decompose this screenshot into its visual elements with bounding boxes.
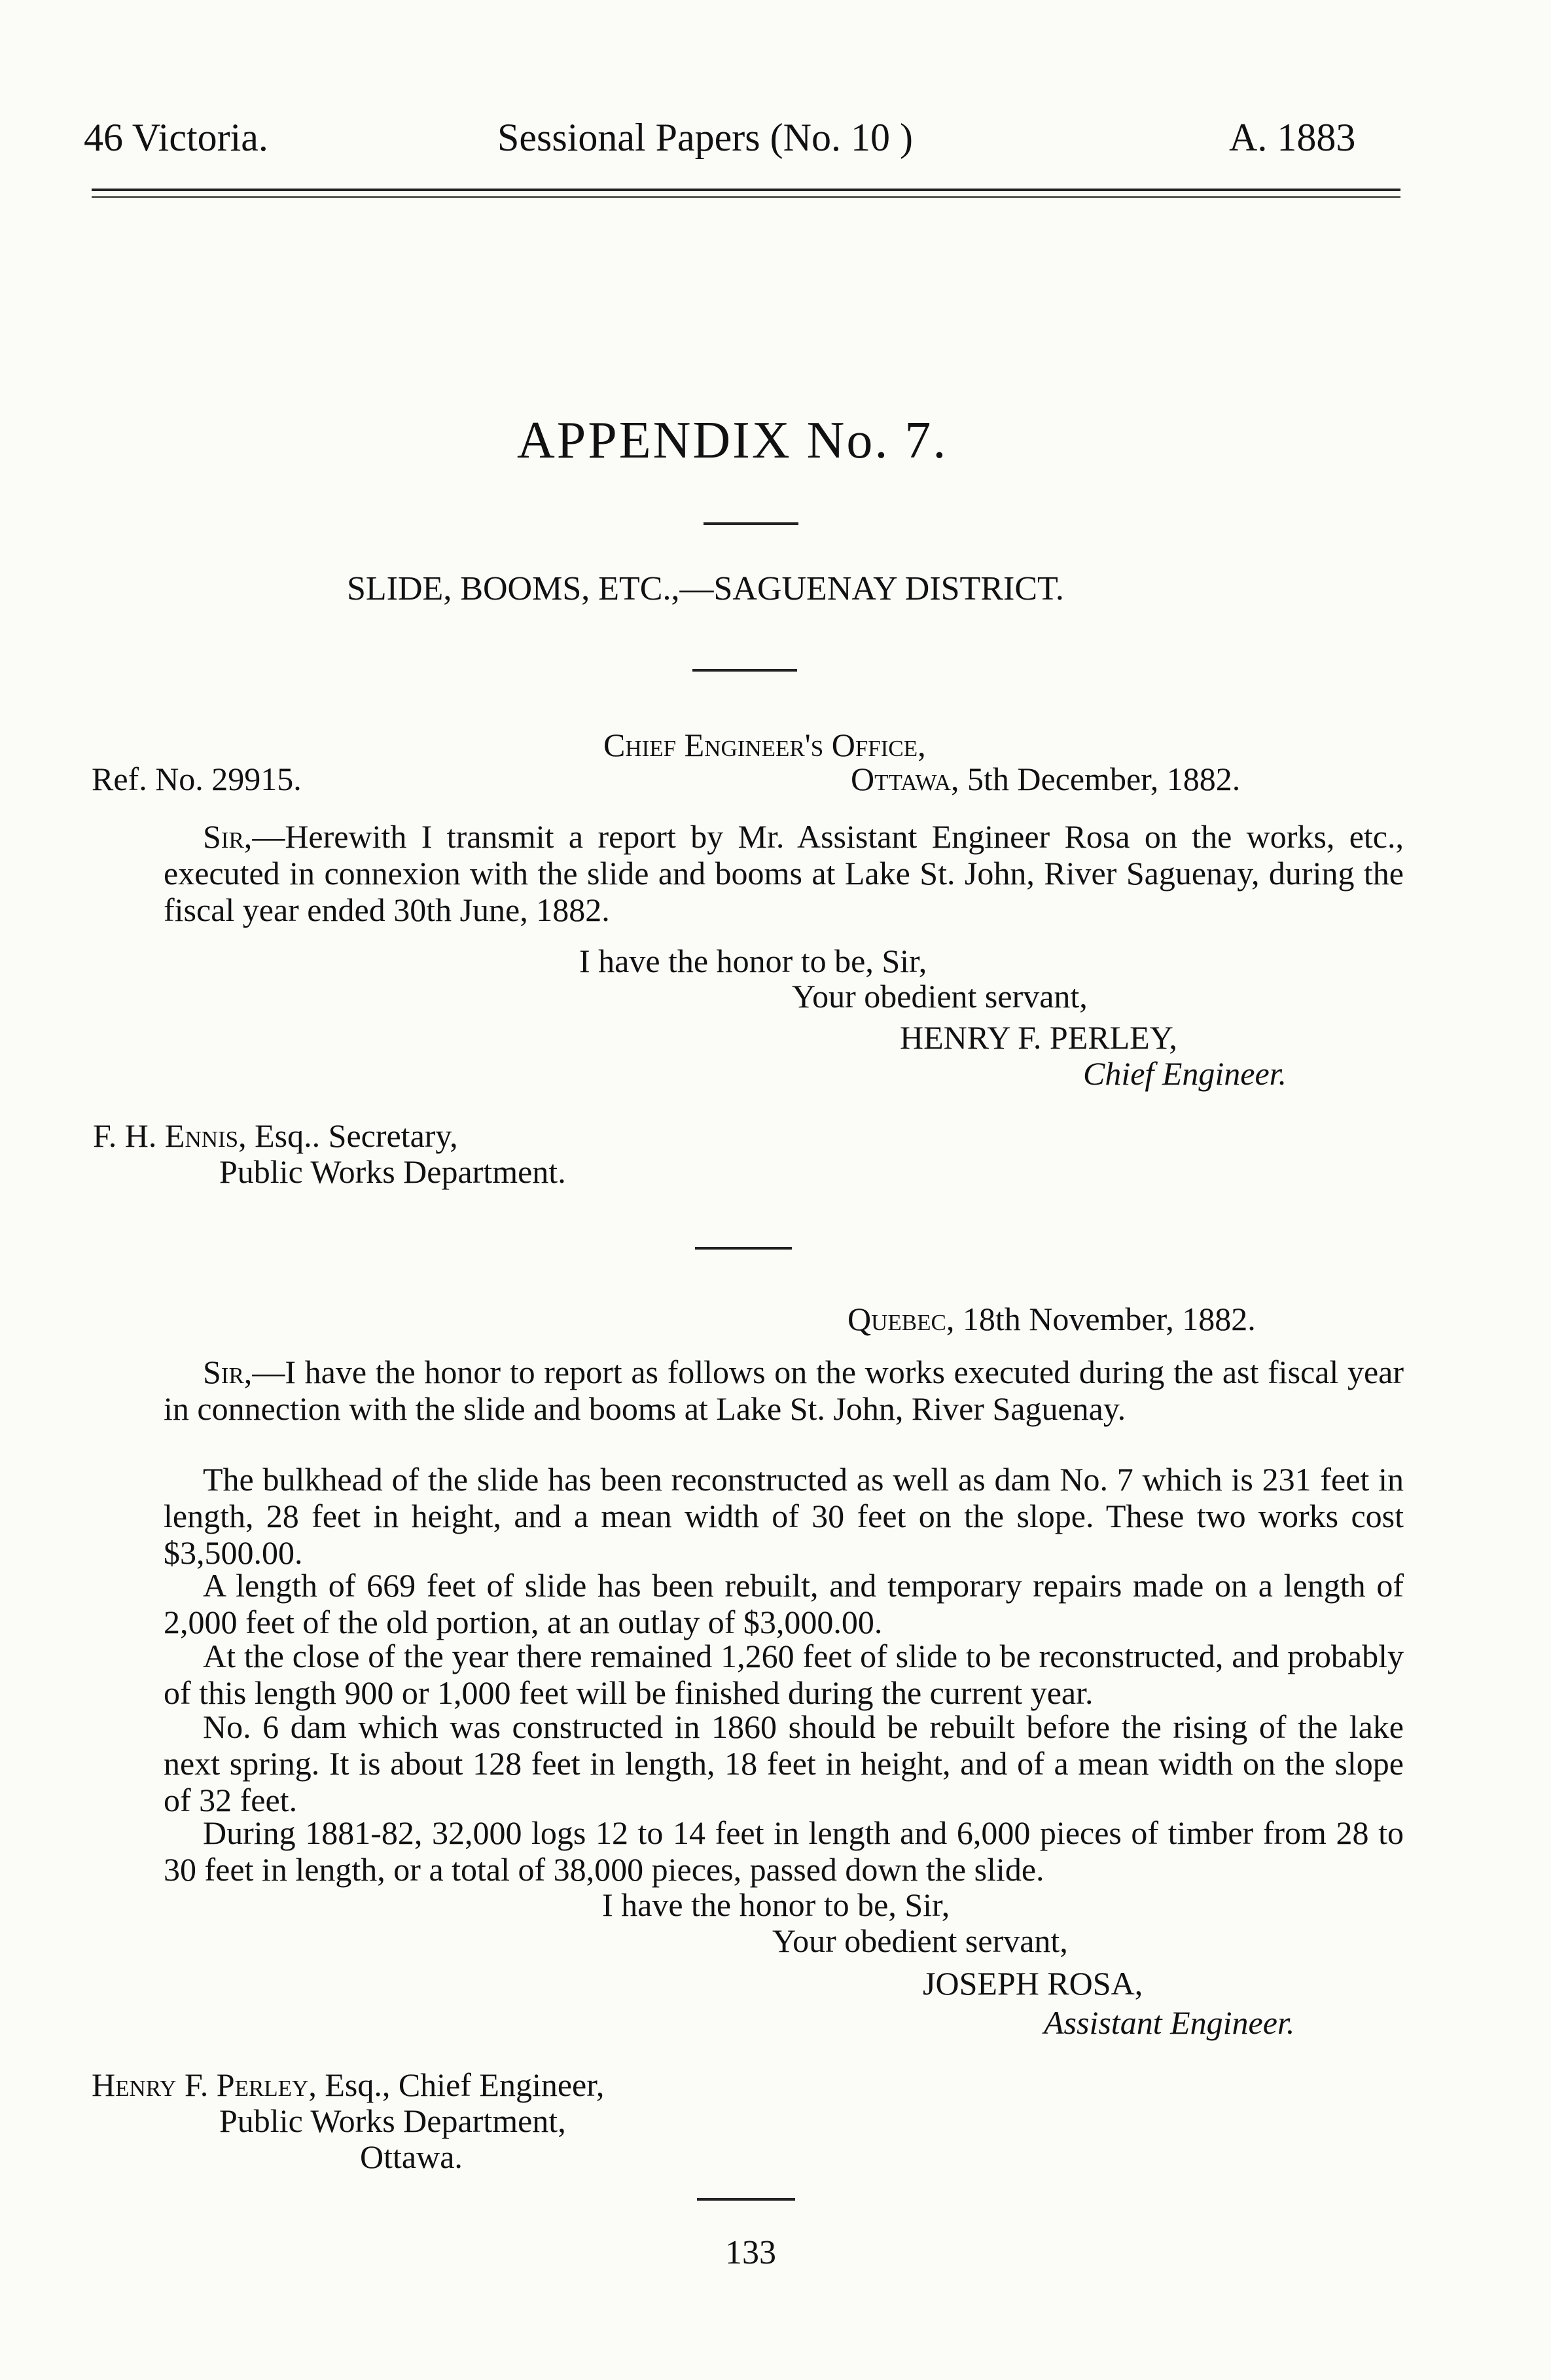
- letter2-closing-1: I have the honor to be, Sir,: [602, 1886, 950, 1923]
- running-header-left: 46 Victoria.: [84, 116, 268, 159]
- header-rule-thin: [92, 196, 1400, 198]
- page-number: 133: [725, 2234, 776, 2271]
- footer-rule: [697, 2198, 795, 2201]
- letter2-paragraph-4: [164, 1638, 1404, 1711]
- letter2-paragraph-6-text: During 1881-82, 32,000 logs 12 to 14 feet in length and 6,000 pieces of timber from 28 to 30 feet in length, or a total of 38,000 pieces, passed down the slide.: [164, 1814, 1404, 1888]
- letter2-signer: JOSEPH ROSA,: [923, 1965, 1143, 2002]
- letter2-addressee: [92, 2065, 604, 2104]
- letter1-closing-1: I have the honor to be, Sir,: [579, 943, 927, 979]
- letter2-paragraph-1: [164, 1354, 1404, 1427]
- letter2-paragraph-2: [164, 1461, 1404, 1571]
- running-header-center: Sessional Papers (No. 10 ): [497, 116, 913, 159]
- letter2-paragraph-3-text: A length of 669 feet of slide has been rebuilt, and temporary repairs made on a length of 2,000 feet of the old portion, at an outlay of $3,000.00.: [164, 1567, 1404, 1640]
- letter1-body: [164, 818, 1404, 928]
- letter2-addressee-name: Henry F. Perley,: [92, 2066, 317, 2103]
- section-rule: [695, 1247, 792, 1250]
- letter1-addressee: [93, 1116, 458, 1155]
- letter1-signer-title: Chief Engineer.: [1083, 1055, 1287, 1092]
- letter2-paragraph-6: [164, 1814, 1404, 1888]
- letter2-paragraph-1-text: —I have the honor to report as follows on the works executed during the ast fiscal year in connection with the slide and booms at Lake St. John, River Saguenay.: [164, 1354, 1404, 1427]
- appendix-title: APPENDIX No. 7.: [517, 412, 948, 469]
- letter2-date: 18th November, 1882.: [962, 1301, 1256, 1337]
- office-date: 5th December, 1882.: [967, 761, 1241, 797]
- letter1-closing-2: Your obedient servant,: [792, 978, 1088, 1015]
- letter2-paragraph-4-text: At the close of the year there remained 1,260 feet of slide to be reconstructed, and probably of this length 900 or 1,000 feet will be finished during the current year.: [164, 1638, 1404, 1711]
- letter2-paragraph-5: [164, 1708, 1404, 1818]
- subtitle-rule: [692, 669, 797, 672]
- reference-number: Ref. No. 29915.: [92, 761, 302, 797]
- letter2-place: Quebec,: [847, 1301, 955, 1337]
- letter1-signer: HENRY F. PERLEY,: [900, 1019, 1177, 1056]
- letter2-closing-2: Your obedient servant,: [772, 1922, 1068, 1959]
- appendix-subtitle: SLIDE, BOOMS, ETC.,—SAGUENAY DISTRICT.: [347, 570, 1064, 607]
- title-rule: [704, 522, 798, 525]
- letter1-text: —Herewith I transmit a report by Mr. Assistant Engineer Rosa on the works, etc., executed in connexion with the slide and booms at Lake St. John, River Saguenay, during the fiscal year ended 30th June, 1882.: [164, 818, 1404, 928]
- letter2-addressee-dept: Public Works Department,: [219, 2102, 566, 2139]
- office-city: Ottawa,: [851, 761, 959, 797]
- letter2-paragraph-2-text: The bulkhead of the slide has been reconstructed as well as dam No. 7 which is 231 feet in length, 28 feet in height, and a mean width of 30 feet on the slope. These two works cost $3,500.00.: [164, 1461, 1404, 1571]
- office-line: Chief Engineer's Office,: [603, 727, 926, 763]
- letter2-place-date: [847, 1299, 1256, 1339]
- letter2-paragraph-5-text: No. 6 dam which was constructed in 1860 should be rebuilt before the rising of the lake next spring. It is about 128 feet in length, 18 feet in height, and of a mean width on the slope of 32 feet.: [164, 1708, 1404, 1818]
- header-rule: [92, 189, 1400, 191]
- office-date-line: [851, 759, 1240, 799]
- letter2-paragraph-3: [164, 1567, 1404, 1640]
- letter1-addressee-dept: Public Works Department.: [219, 1153, 566, 1190]
- running-header-right: A. 1883: [1229, 116, 1356, 159]
- letter2-addressee-rest: Esq., Chief Engineer,: [316, 2066, 605, 2103]
- letter1-addressee-name: F. H. Ennis,: [93, 1117, 247, 1154]
- letter2-signer-title: Assistant Engineer.: [1044, 2004, 1295, 2041]
- letter1-addressee-rest: Esq.. Secretary,: [246, 1117, 458, 1154]
- letter2-salutation: Sir,: [203, 1354, 253, 1390]
- letter2-addressee-city: Ottawa.: [360, 2138, 463, 2175]
- letter1-salutation: Sir,: [203, 818, 253, 855]
